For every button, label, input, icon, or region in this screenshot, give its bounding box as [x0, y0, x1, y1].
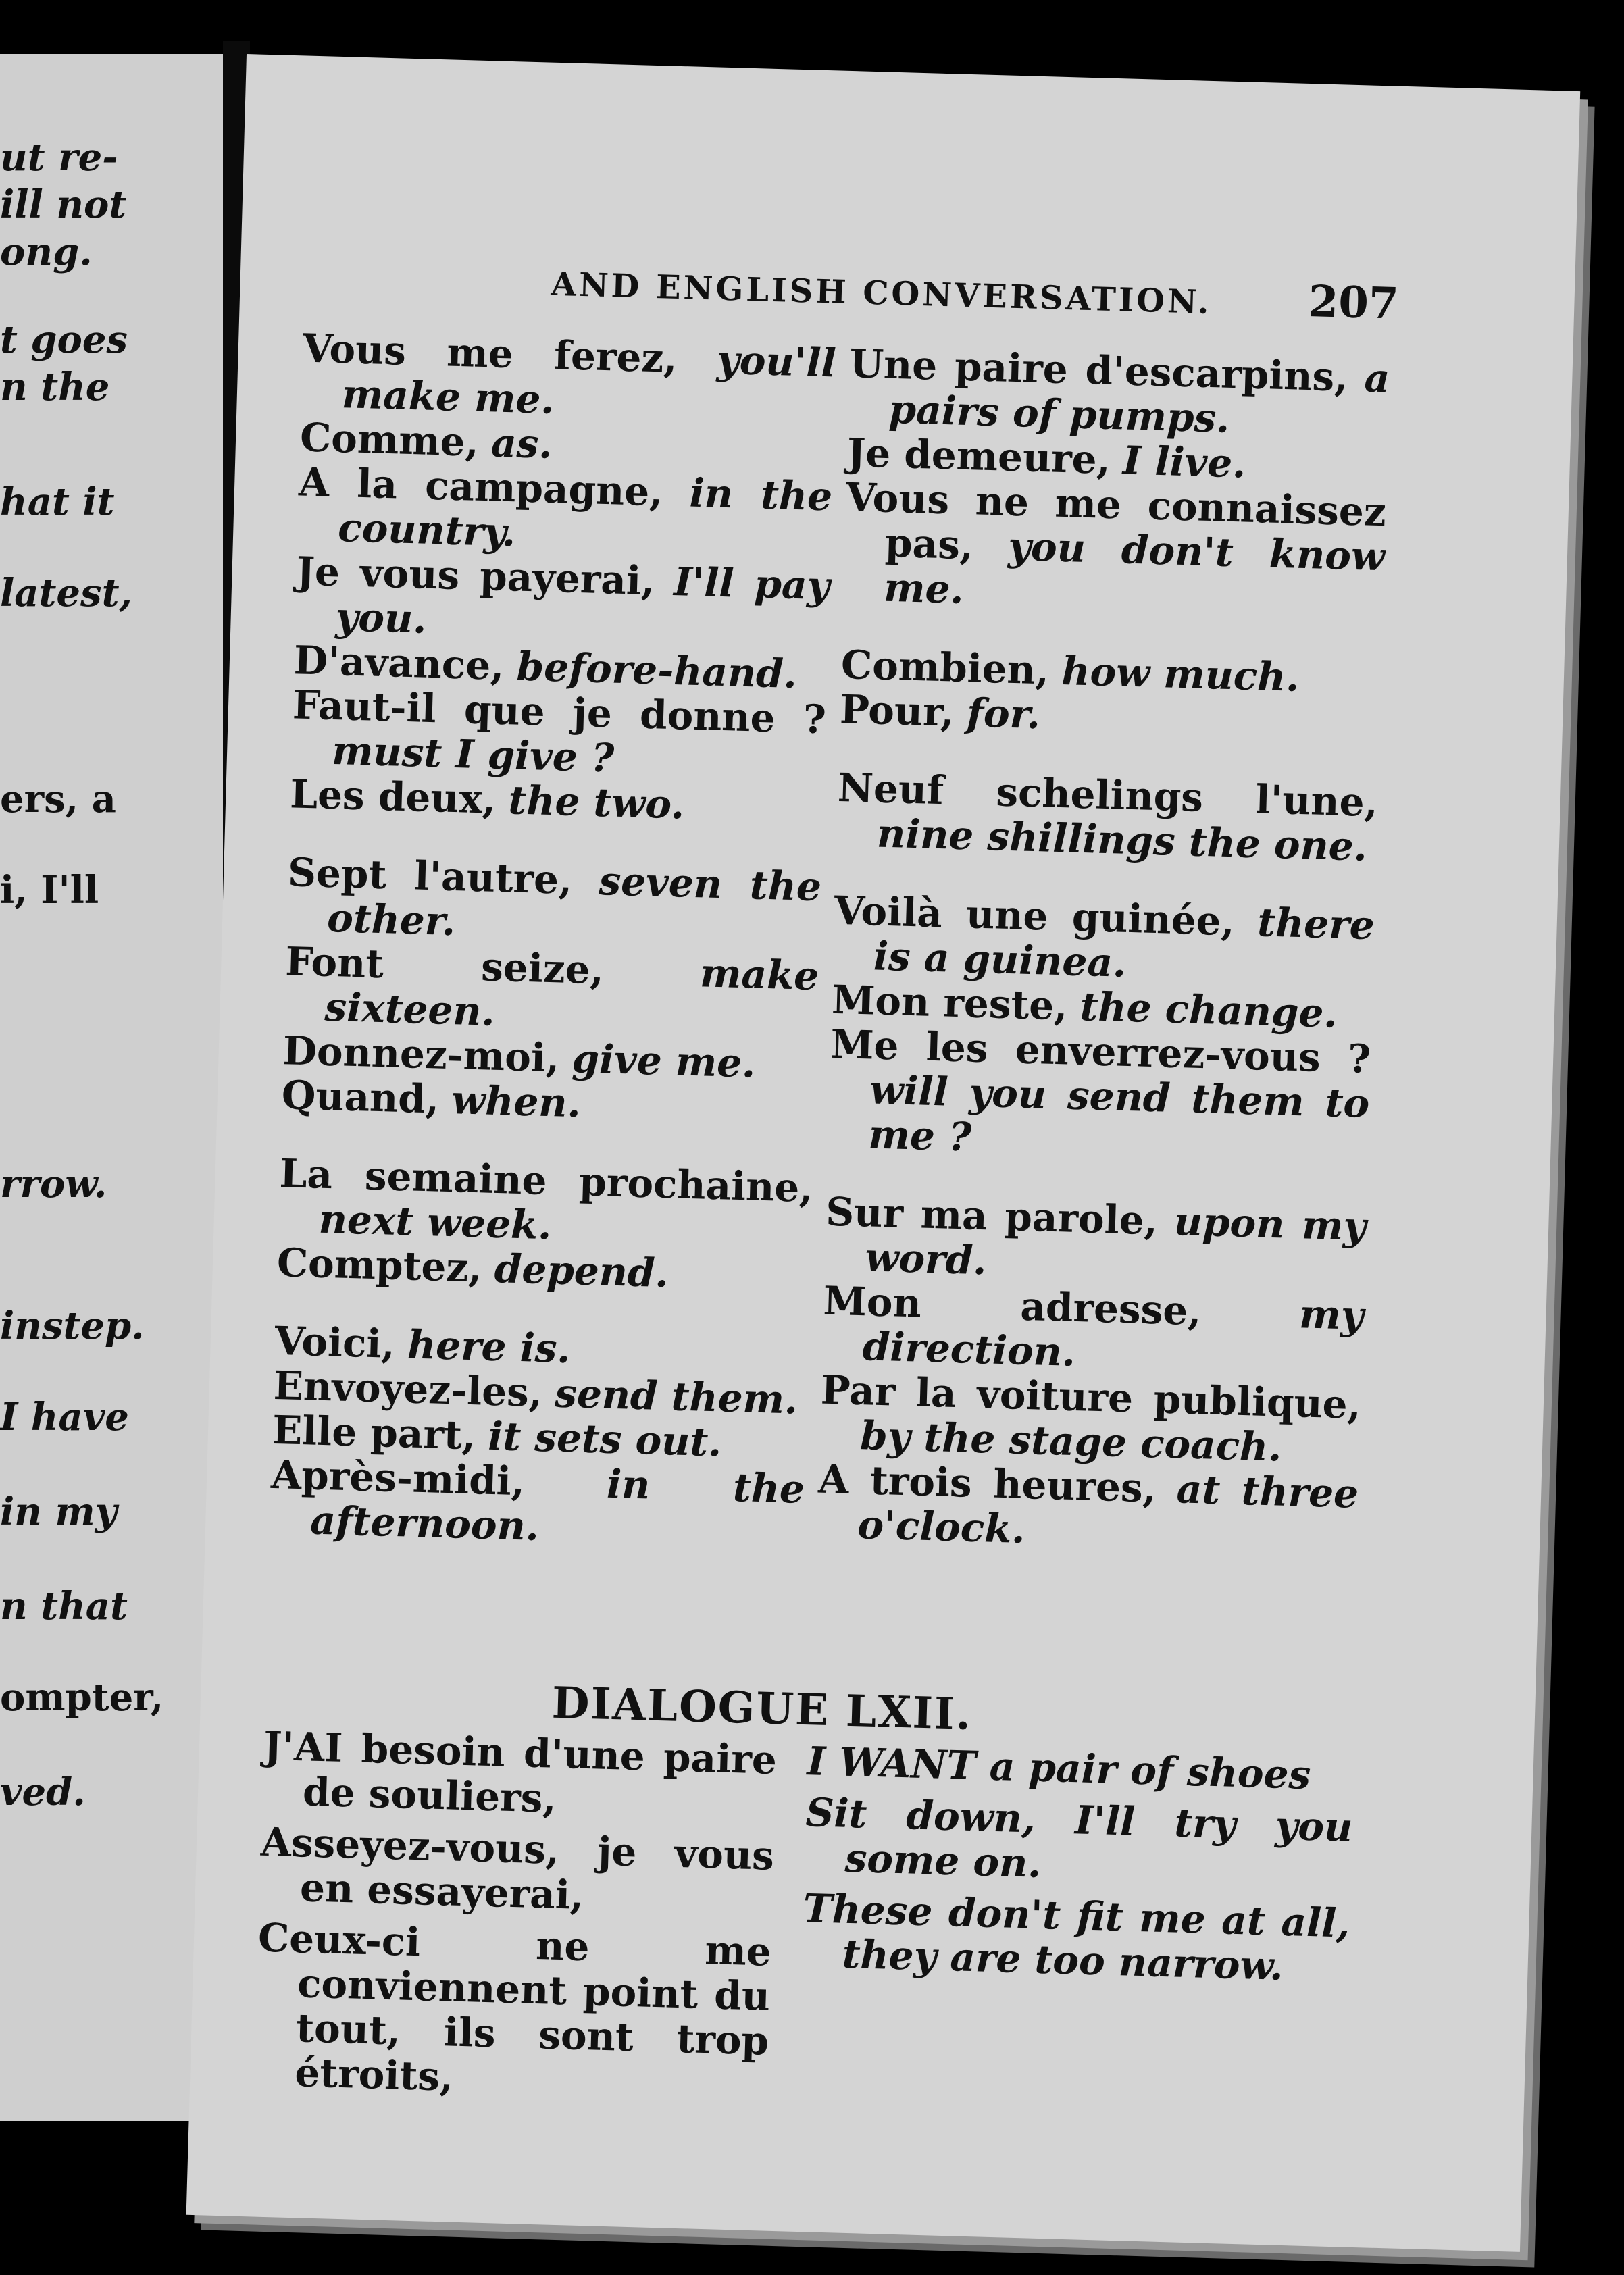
fragment-line: t goes — [0, 317, 128, 362]
fragment-line: n the — [0, 365, 110, 409]
fragment-line: ers, a — [0, 777, 116, 821]
vocab-entry: Me les enverrez-vous ? will you send them to me ? — [830, 1021, 1372, 1160]
fragment-line: ill not — [0, 182, 127, 227]
vocab-entry: Envoyez-les, send them. — [273, 1362, 799, 1423]
vocab-entry: Elle part, it sets out. — [272, 1406, 723, 1466]
fragment-line: ut re- — [0, 135, 118, 180]
fragment-line: ompter, — [0, 1675, 164, 1720]
fragment-line: I have — [0, 1395, 129, 1439]
vocab-entry: Voici, here is. — [274, 1317, 572, 1373]
page-number: 207 — [1307, 276, 1400, 330]
fragment-line: rrow. — [0, 1162, 107, 1206]
vocab-entry: Sept l'autre, seven the other. — [287, 849, 822, 945]
vocab-entry: Combien, how much. — [840, 641, 1300, 700]
dialogue-line-french: J'AI besoin d'une paire de souliers, — [263, 1722, 778, 1822]
vocab-entry: Comptez, depend. — [276, 1239, 669, 1297]
vocab-entry: Donnez-moi, give me. — [282, 1027, 757, 1087]
dialogue-line-french: Asseyez-vous, je vous en essayerai, — [260, 1818, 775, 1918]
dialogue-line-english: Sit down, I'll try you some on. — [805, 1789, 1354, 1887]
vocab-entry: La semaine prochaine, next week. — [278, 1150, 814, 1249]
vocab-entry: Pour, for. — [839, 686, 1042, 738]
vocab-entry: Vous ne me connaissez pas, you don't know me. — [845, 474, 1387, 613]
vocab-entry: Font seize, make sixteen. — [284, 938, 820, 1035]
vocab-entry: Les deux, the two. — [289, 771, 686, 828]
fragment-line: ved. — [0, 1770, 86, 1814]
book-page — [186, 54, 1581, 2252]
vocab-entry: Par la voiture publique, by the stage coach. — [820, 1366, 1362, 1471]
fragment-line: latest, — [0, 571, 132, 615]
vocab-entry: Mon adresse, my direction. — [822, 1277, 1365, 1375]
dialogue-line-english: I WANT a pair of shoes — [806, 1738, 1312, 1798]
vocab-column-left — [270, 326, 837, 1556]
vocab-entry: Voilà une guinée, there is a guinea. — [833, 887, 1375, 986]
vocab-entry: Sur ma parole, upon my word. — [825, 1188, 1367, 1284]
vocab-entry: A trois heures, at three o'clock. — [817, 1456, 1360, 1553]
vocab-entry: Vous me ferez, you'll make me. — [301, 325, 837, 423]
vocab-entry: Je demeure, I live. — [846, 430, 1247, 487]
vocab-entry: Comme, as. — [299, 414, 553, 467]
vocab-entry: Neuf schelings l'une, nine shillings the one. — [837, 764, 1379, 870]
vocab-entry: D'avance, before-hand. — [293, 637, 798, 698]
vocab-entry: Quand, when. — [281, 1072, 582, 1127]
fragment-line: i, I'll — [0, 868, 99, 913]
vocab-entry: A la campagne, in the country. — [298, 459, 833, 556]
fragment-line: in my — [0, 1489, 118, 1534]
dialogue-heading: DIALOGUE LXII. — [551, 1677, 973, 1740]
vocab-entry: Faut-il que je donne ? must I give ? — [292, 682, 827, 782]
fragment-line: n that — [0, 1584, 128, 1629]
facing-page-fragment — [0, 54, 223, 2121]
fragment-line: hat it — [0, 480, 115, 524]
running-head: AND ENGLISH CONVERSATION. — [550, 265, 1213, 322]
vocab-entry: Je vous payerai, I'll pay you. — [295, 548, 831, 642]
dialogue-english-column — [801, 1739, 1355, 1997]
vocab-column-right — [817, 341, 1391, 1561]
vocab-entry: Mon reste, the change. — [831, 976, 1338, 1037]
vocab-entry: Une paire d'escarpins, a pairs of pumps. — [848, 340, 1391, 442]
fragment-line: instep. — [0, 1304, 145, 1348]
dialogue-french-column — [253, 1724, 777, 2115]
vocab-entry: Après-midi, in the afternoon. — [270, 1451, 805, 1550]
dialogue-line-french: Ceux-ci ne me conviennent point du tout, ils sont trop étroits, — [257, 1914, 772, 2100]
fragment-line: ong. — [0, 230, 93, 274]
dialogue-line-english: These don't fit me at all, they are too narrow. — [802, 1885, 1351, 1989]
